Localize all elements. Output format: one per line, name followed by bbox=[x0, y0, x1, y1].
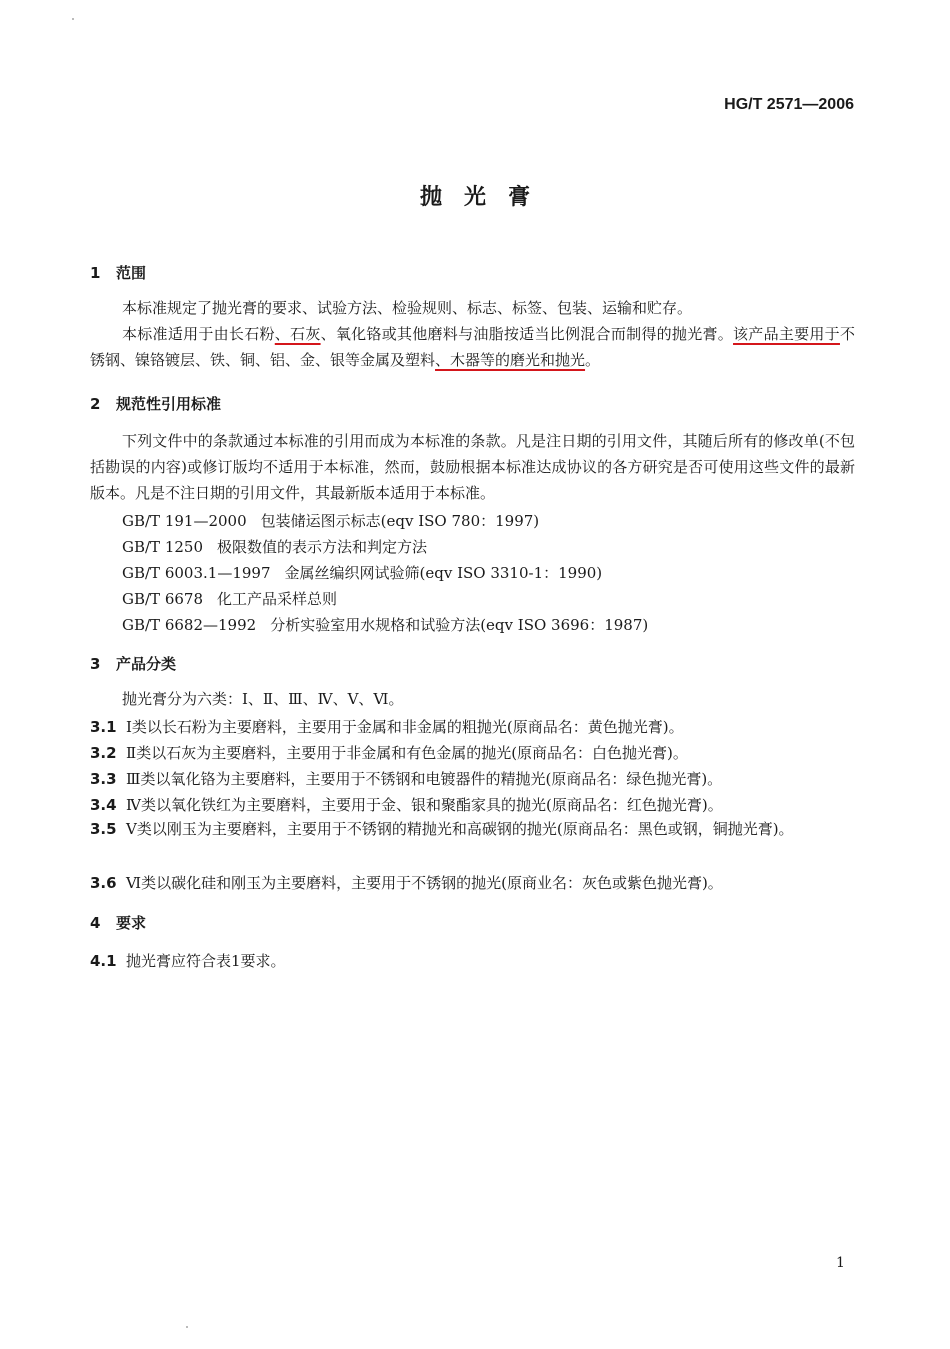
clause-text: Ⅵ类以碳化硅和刚玉为主要磨料，主要用于不锈钢的抛光(原商业名：灰色或紫色抛光膏)。 bbox=[126, 874, 723, 892]
section-2-heading bbox=[90, 393, 221, 414]
clause-number: 3.2 bbox=[90, 744, 117, 762]
section-number: 1 bbox=[90, 264, 101, 282]
section-number: 3 bbox=[90, 655, 101, 673]
clause-3-3 bbox=[90, 768, 722, 789]
underlined-text: 该产品主要用于 bbox=[733, 325, 840, 343]
clause-3-5 bbox=[90, 816, 855, 842]
text-run: 不锈钢、镍铬镀层、铁、铜、铝、金、银等金属及塑料 bbox=[90, 325, 855, 369]
text-run: 。 bbox=[585, 351, 601, 369]
reference-name: 分析实验室用水规格和试验方法(eqv ISO 3696：1987) bbox=[270, 616, 649, 634]
reference-code: GB/T 1250 bbox=[122, 538, 204, 556]
clause-3-1 bbox=[90, 716, 684, 737]
page-title: 抛光膏 bbox=[419, 185, 552, 210]
reference-item bbox=[122, 588, 337, 609]
reference-item bbox=[122, 536, 427, 557]
clause-4-1 bbox=[90, 950, 286, 971]
reference-name: 化工产品采样总则 bbox=[217, 590, 338, 608]
text-run: 本标准适用于由长石粉 bbox=[122, 325, 275, 343]
clause-text: Ⅱ类以石灰为主要磨料，主要用于非金属和有色金属的抛光(原商品名：白色抛光膏)。 bbox=[126, 744, 688, 762]
clause-text: Ⅲ类以氧化铬为主要磨料，主要用于不锈钢和电镀器件的精抛光(原商品名：绿色抛光膏)。 bbox=[126, 770, 723, 788]
section-number: 4 bbox=[90, 914, 101, 932]
section-1-heading bbox=[90, 262, 146, 283]
reference-code: GB/T 191—2000 bbox=[122, 512, 247, 530]
section-3-heading bbox=[90, 653, 176, 674]
reference-name: 极限数值的表示方法和判定方法 bbox=[217, 538, 428, 556]
page-number: 1 bbox=[836, 1255, 845, 1271]
reference-item bbox=[122, 510, 539, 531]
section-title: 产品分类 bbox=[116, 655, 177, 673]
sec1-paragraph-2 bbox=[90, 321, 855, 373]
sec3-intro: 抛光膏分为六类：Ⅰ、Ⅱ、Ⅲ、Ⅳ、Ⅴ、Ⅵ。 bbox=[122, 690, 404, 708]
standard-number: HG/T 2571—2006 bbox=[724, 96, 854, 113]
reference-code: GB/T 6678 bbox=[122, 590, 204, 608]
reference-name: 包装储运图示标志(eqv ISO 780：1997) bbox=[260, 512, 540, 530]
clause-number: 3.4 bbox=[90, 796, 117, 814]
clause-number: 3.5 bbox=[90, 820, 117, 838]
section-title: 范围 bbox=[116, 264, 147, 282]
clause-text: Ⅰ类以长石粉为主要磨料，主要用于金属和非金属的粗抛光(原商品名：黄色抛光膏)。 bbox=[126, 718, 684, 736]
clause-number: 3.1 bbox=[90, 718, 117, 736]
clause-number: 3.3 bbox=[90, 770, 117, 788]
underlined-text: 、木器等的磨光和抛光 bbox=[435, 351, 586, 369]
clause-3-6 bbox=[90, 872, 723, 893]
clause-number: 3.6 bbox=[90, 874, 117, 892]
clause-3-2 bbox=[90, 742, 688, 763]
reference-name: 金属丝编织网试验筛(eqv ISO 3310-1：1990) bbox=[284, 564, 603, 582]
reference-code: GB/T 6682—1992 bbox=[122, 616, 257, 634]
text-run: 、氧化铬或其他磨料与油脂按适当比例混合而制得的抛光膏。 bbox=[320, 325, 734, 343]
sec1-paragraph-1: 本标准规定了抛光膏的要求、试验方法、检验规则、标志、标签、包装、运输和贮存。 bbox=[122, 299, 693, 317]
clause-text: Ⅳ类以氧化铁红为主要磨料，主要用于金、银和聚酯家具的抛光(原商品名：红色抛光膏)。 bbox=[126, 796, 723, 814]
section-4-heading bbox=[90, 912, 146, 933]
section-title: 规范性引用标准 bbox=[116, 395, 222, 413]
section-title: 要求 bbox=[116, 914, 147, 932]
reference-code: GB/T 6003.1—1997 bbox=[122, 564, 271, 582]
section-number: 2 bbox=[90, 395, 101, 413]
clause-text: Ⅴ类以刚玉为主要磨料，主要用于不锈钢的精抛光和高碳钢的抛光(原商品名：黑色或钢，铜抛光膏)。 bbox=[126, 820, 794, 838]
clause-text: 抛光膏应符合表1要求。 bbox=[126, 952, 286, 970]
sec2-paragraph-1: 下列文件中的条款通过本标准的引用而成为本标准的条款。凡是注日期的引用文件，其随后所有的修改单(不包括勘误的内容)或修订版均不适用于本标准，然而，鼓励根据本标准达成协议的各方研究是否可使用这些文件的最新版本。凡是不注日期的引用文件，其最新版本适用于本标准。 bbox=[90, 432, 855, 502]
clause-3-4 bbox=[90, 794, 723, 815]
reference-item bbox=[122, 614, 648, 635]
underlined-text: 、石灰 bbox=[274, 325, 321, 343]
clause-number: 4.1 bbox=[90, 952, 117, 970]
reference-item bbox=[122, 562, 602, 583]
